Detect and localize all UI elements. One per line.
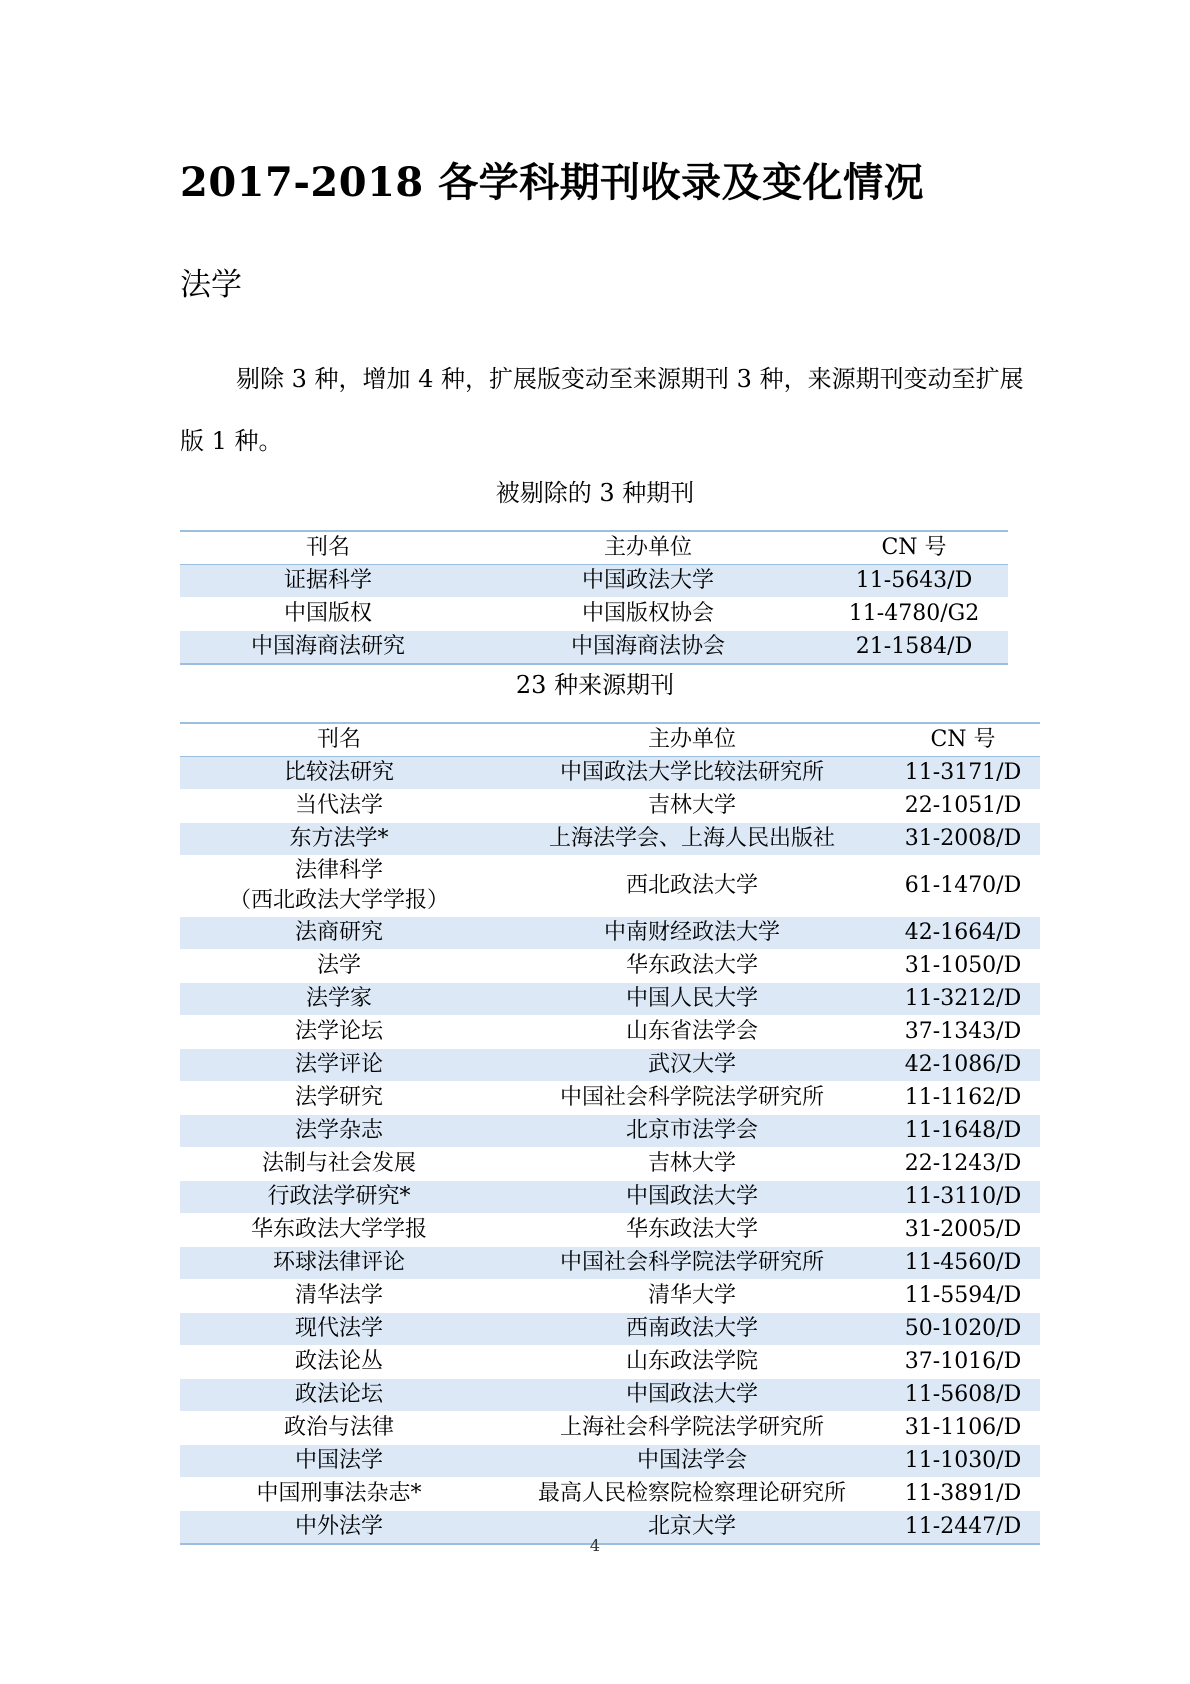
journal-name-cell: 清华法学 (294, 1283, 383, 1308)
cn-number-cell: 22-1243/D (904, 1151, 1022, 1176)
sponsor-cell: 中国海商法协会 (476, 631, 820, 665)
summary-paragraph: 剔除 3 种，增加 4 种，扩展版变动至来源期刊 3 种，来源期刊变动至扩展版 1 种。 (180, 365, 1024, 455)
removed-journals-table (180, 530, 1008, 665)
cn-number-cell: 11-5608/D (886, 1379, 1040, 1412)
sponsor-cell: 最高人民检察院检察理论研究所 (537, 1481, 846, 1506)
cn-number-cell: 11-4780/G2 (848, 601, 980, 626)
table-row (180, 757, 1040, 790)
sponsor-cell: 中国政法大学比较法研究所 (498, 757, 886, 790)
journal-name-cell: 政法论坛 (180, 1379, 498, 1412)
page-number: 4 (589, 1536, 601, 1555)
cn-number-cell: 31-1050/D (904, 953, 1022, 978)
sponsor-cell: 中国版权协会 (581, 601, 714, 626)
table-row (180, 1082, 1040, 1115)
journal-name-cell: 中国刑事法杂志* (256, 1481, 422, 1506)
sponsor-cell: 上海法学会、上海人民出版社 (498, 823, 886, 856)
cn-number-cell: 11-3171/D (886, 757, 1040, 790)
cn-number-cell: 11-3110/D (886, 1181, 1040, 1214)
table-row (180, 790, 1040, 823)
journal-name-cell: 中国法学 (180, 1445, 498, 1478)
sponsor-cell: 中国法学会 (498, 1445, 886, 1478)
journal-name-cell: 法律科学 （西北政法大学学报） (228, 858, 449, 913)
sponsor-cell: 中国政法大学 (476, 565, 820, 598)
header-journal-name: 刊名 (316, 727, 361, 752)
sponsor-cell: 武汉大学 (498, 1049, 886, 1082)
table-row (180, 917, 1040, 950)
journal-name-cell: 法商研究 (180, 917, 498, 950)
journal-name-cell: 证据科学 (180, 565, 476, 598)
cn-number-cell: 37-1016/D (904, 1349, 1022, 1374)
header-cn-number: CN 号 (930, 727, 996, 752)
cn-number-cell: 11-5643/D (820, 565, 1008, 598)
sponsor-cell: 北京大学 (498, 1511, 886, 1545)
sponsor-cell: 清华大学 (647, 1283, 736, 1308)
cn-number-cell: 37-1343/D (904, 1019, 1022, 1044)
journal-name-cell: 法学 (316, 953, 361, 978)
header-journal-name: 刊名 (305, 535, 350, 560)
journal-name-cell: 法学杂志 (180, 1115, 498, 1148)
sponsor-cell: 华东政法大学 (625, 953, 758, 978)
table-row (180, 1115, 1040, 1148)
table-row (180, 1049, 1040, 1082)
table-row (180, 1148, 1040, 1181)
sponsor-cell: 山东省法学会 (625, 1019, 758, 1044)
sponsor-cell: 西北政法大学 (625, 873, 758, 898)
journal-name-cell: 法学论坛 (294, 1019, 383, 1044)
header-sponsor: 主办单位 (603, 535, 692, 560)
cn-number-cell: 11-4560/D (886, 1247, 1040, 1280)
cn-number-cell: 11-5594/D (904, 1283, 1022, 1308)
sponsor-cell: 吉林大学 (647, 793, 736, 818)
cn-number-cell: 50-1020/D (886, 1313, 1040, 1346)
sponsor-cell: 上海社会科学院法学研究所 (559, 1415, 824, 1440)
source-journals-table (180, 722, 1040, 1545)
cn-number-cell: 11-1648/D (886, 1115, 1040, 1148)
table-row (180, 1016, 1040, 1049)
table-row (180, 1280, 1040, 1313)
journal-name-cell: 中国版权 (283, 601, 372, 626)
header-sponsor: 主办单位 (647, 727, 736, 752)
table-row (180, 565, 1008, 598)
table-row (180, 631, 1008, 665)
table-row (180, 1478, 1040, 1511)
cn-number-cell: 22-1051/D (904, 793, 1022, 818)
journal-name-cell: 中国海商法研究 (180, 631, 476, 665)
table-row (180, 598, 1008, 631)
sponsor-cell: 中国社会科学院法学研究所 (498, 1247, 886, 1280)
journal-name-cell: 法学研究 (294, 1085, 383, 1110)
journal-name-cell: 东方法学* (180, 823, 498, 856)
source-table-caption: 23 种来源期刊 (515, 671, 675, 699)
table-row (180, 950, 1040, 983)
sponsor-cell: 华东政法大学 (625, 1217, 758, 1242)
table-header-row (180, 531, 1008, 565)
journal-name-cell: 政治与法律 (283, 1415, 394, 1440)
cn-number-cell: 11-3891/D (904, 1481, 1022, 1506)
sponsor-cell: 西南政法大学 (498, 1313, 886, 1346)
sponsor-cell: 中南财经政法大学 (498, 917, 886, 950)
cn-number-cell: 11-3212/D (886, 983, 1040, 1016)
table-row (180, 983, 1040, 1016)
cn-number-cell: 42-1086/D (886, 1049, 1040, 1082)
journal-name-cell: 行政法学研究* (180, 1181, 498, 1214)
table-row (180, 1247, 1040, 1280)
sponsor-cell: 中国社会科学院法学研究所 (559, 1085, 824, 1110)
sponsor-cell: 北京市法学会 (498, 1115, 886, 1148)
cn-number-cell: 42-1664/D (886, 917, 1040, 950)
cn-number-cell: 31-1106/D (904, 1415, 1022, 1440)
table-row (180, 1214, 1040, 1247)
cn-number-cell: 11-1030/D (886, 1445, 1040, 1478)
cn-number-cell: 11-1162/D (904, 1085, 1022, 1110)
sponsor-cell: 中国政法大学 (498, 1181, 886, 1214)
sponsor-cell: 中国人民大学 (498, 983, 886, 1016)
cn-number-cell: 31-2005/D (904, 1217, 1022, 1242)
table-row (180, 823, 1040, 856)
sponsor-cell: 山东政法学院 (625, 1349, 758, 1374)
sponsor-cell: 吉林大学 (647, 1151, 736, 1176)
journal-name-cell: 当代法学 (294, 793, 383, 818)
journal-name-cell: 法学家 (180, 983, 498, 1016)
table-row (180, 1346, 1040, 1379)
journal-name-cell: 华东政法大学学报 (250, 1217, 427, 1242)
removed-table-caption: 被剔除的 3 种期刊 (495, 479, 695, 507)
sponsor-cell: 中国政法大学 (498, 1379, 886, 1412)
journal-name-cell: 政法论丛 (294, 1349, 383, 1374)
cn-number-cell: 31-2008/D (886, 823, 1040, 856)
cn-number-cell: 61-1470/D (904, 873, 1022, 898)
cn-number-cell: 11-2447/D (886, 1511, 1040, 1545)
journal-name-cell: 环球法律评论 (180, 1247, 498, 1280)
table-row (180, 1313, 1040, 1346)
table-row (180, 1445, 1040, 1478)
page-title: 2017-2018 各学科期刊收录及变化情况 (180, 159, 925, 206)
journal-name-cell: 法学评论 (180, 1049, 498, 1082)
journal-name-cell: 法制与社会发展 (261, 1151, 416, 1176)
table-row (180, 1379, 1040, 1412)
journal-name-cell: 现代法学 (180, 1313, 498, 1346)
section-heading: 法学 (180, 267, 242, 303)
cn-number-cell: 21-1584/D (820, 631, 1008, 665)
table-row (180, 856, 1040, 917)
header-cn-number: CN 号 (881, 535, 947, 560)
journal-name-cell: 中外法学 (180, 1511, 498, 1545)
table-row (180, 1181, 1040, 1214)
table-header-row (180, 723, 1040, 757)
table-row (180, 1412, 1040, 1445)
journal-name-cell: 比较法研究 (180, 757, 498, 790)
